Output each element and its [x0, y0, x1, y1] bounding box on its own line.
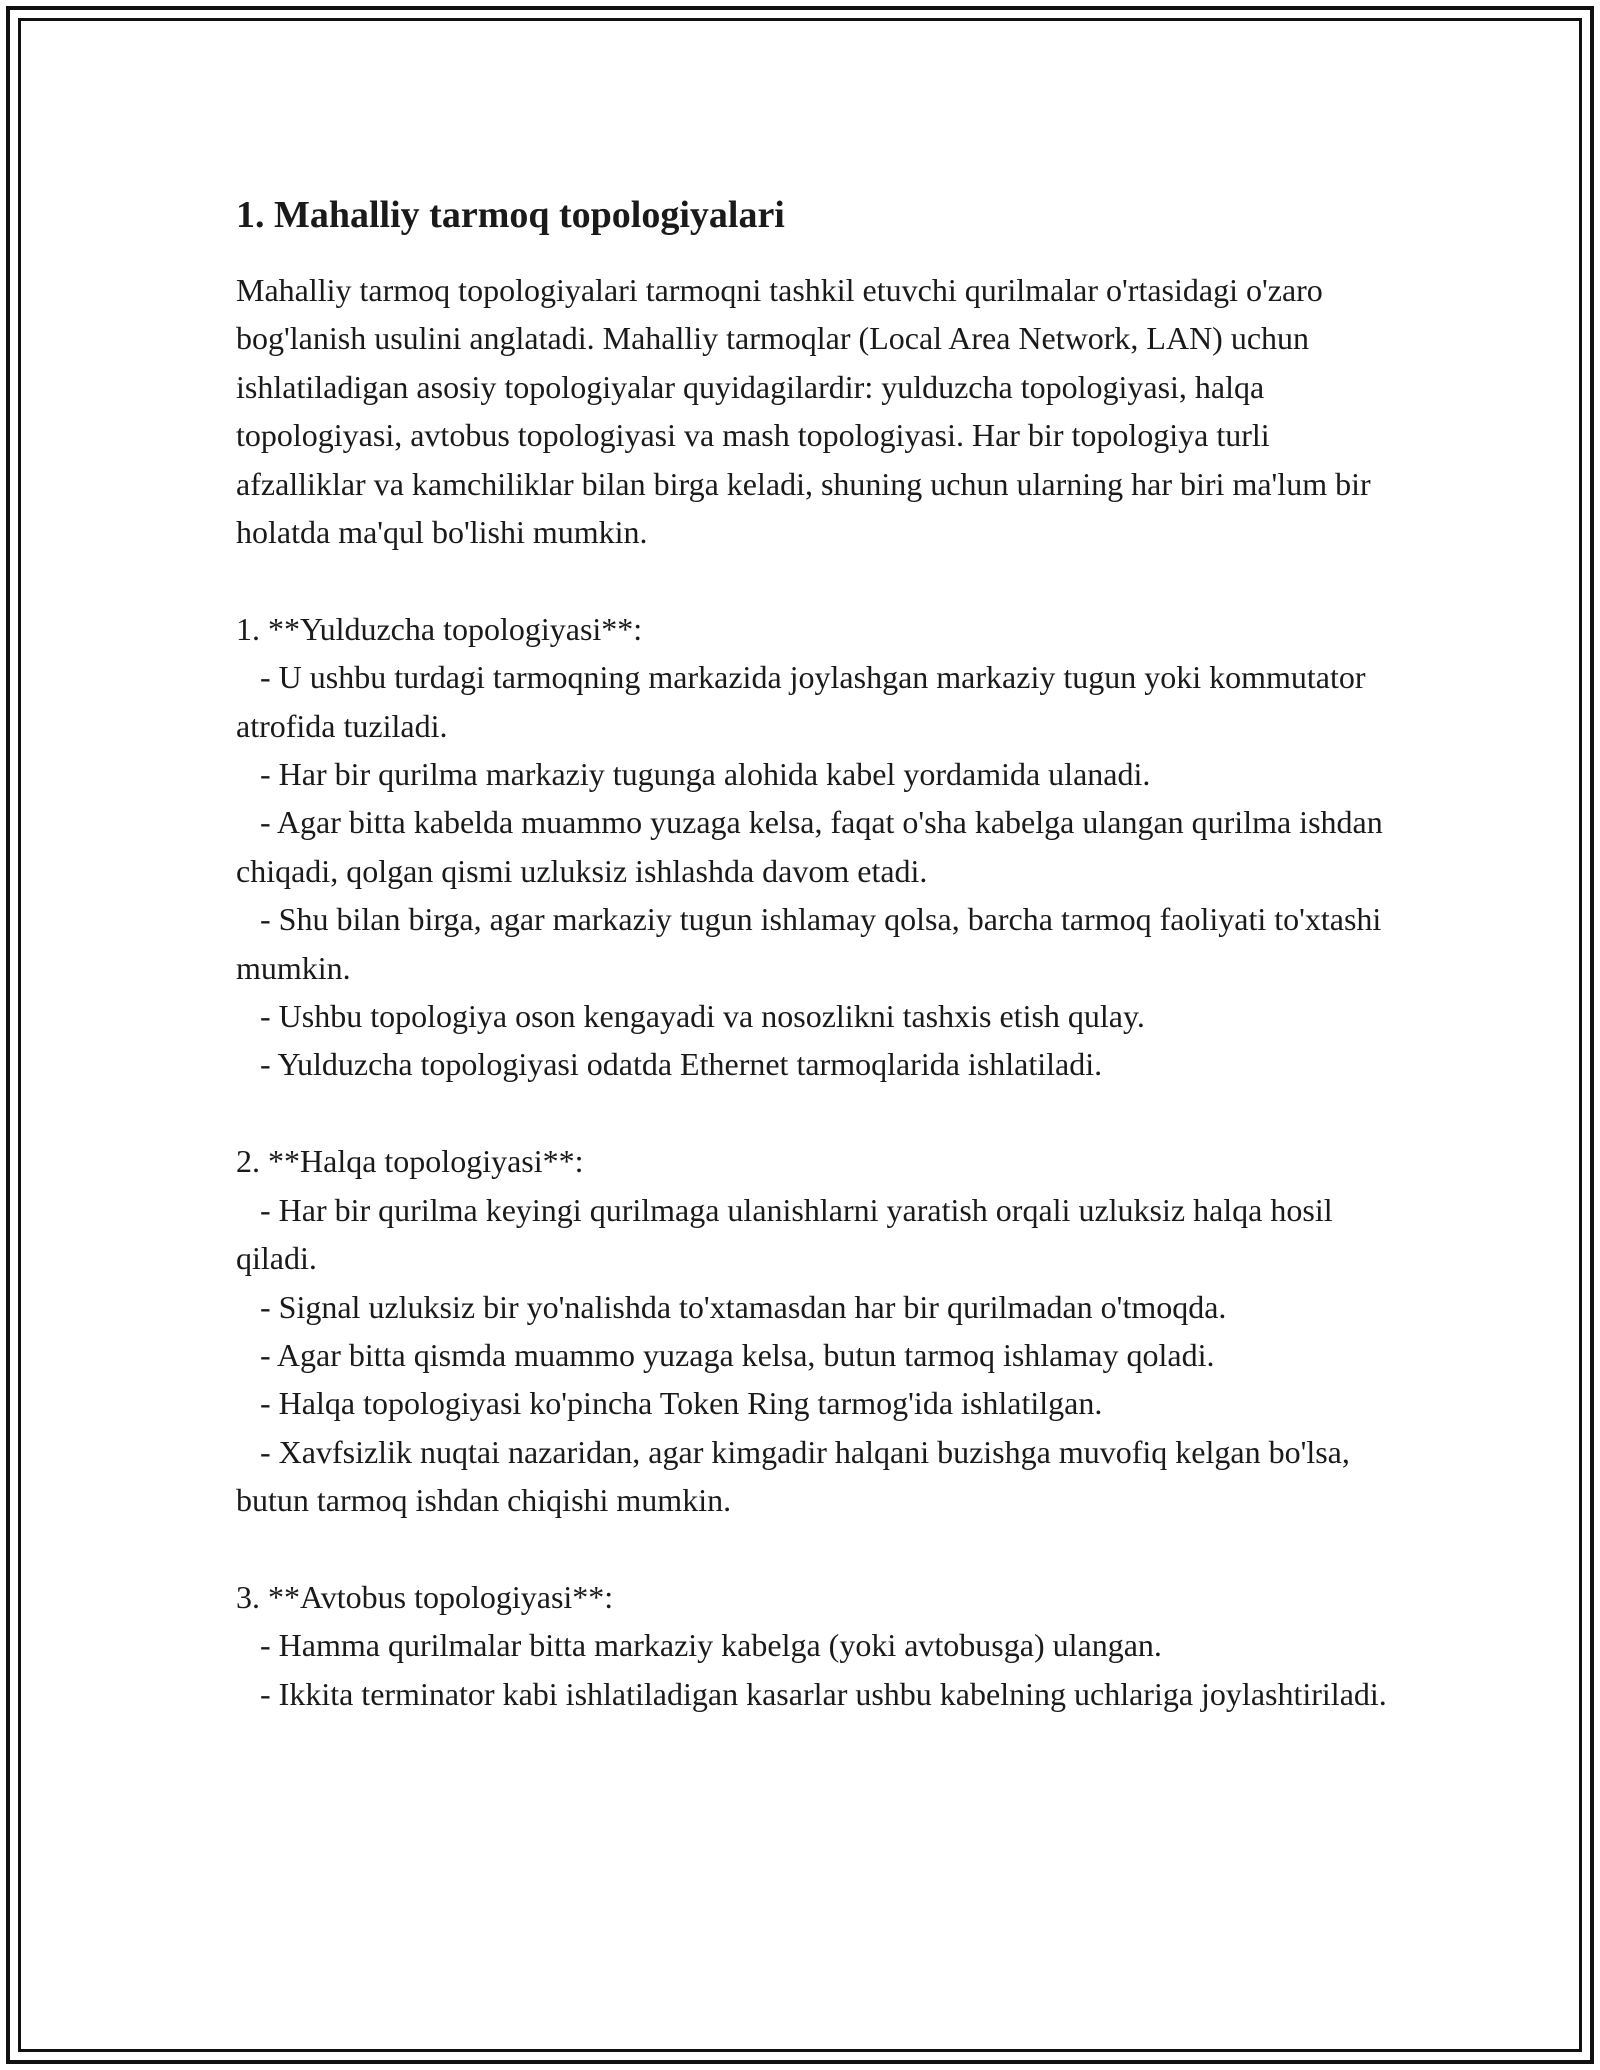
list-item-text: - Xavfsizlik nuqtai nazaridan, agar kimgadir halqani buzishga muvofiq kelgan bo'lsa, butun tarmoq ishdan chiqishi mumkin. — [236, 1433, 1350, 1519]
intro-paragraph: Mahalliy tarmoq topologiyalari tarmoqni tashkil etuvchi qurilmalar o'rtasidagi o'zaro bog'lanish usulini anglatadi. Mahalliy tarmoqlar (Local Area Network, LAN) uchun ishlatiladigan asosiy topologiyalar quyidagilardir: yulduzcha topologiyasi, halqa topologiyasi, avtobus topologiyasi va mash topologiyasi. Har bir topologiya turli afzalliklar va kamchiliklar bilan birga keladi, shuning uchun ularning har biri ma'lum bir holatda ma'qul bo'lishi mumkin. — [236, 272, 1371, 551]
bullet-list — [236, 653, 1396, 1089]
list-item — [236, 798, 1396, 895]
list-item — [236, 1428, 1396, 1525]
section-halqa — [236, 1137, 1396, 1524]
list-item — [236, 1379, 1396, 1427]
list-item-text: - Ikkita terminator kabi ishlatiladigan kasarlar ushbu kabelning uchlariga joylashtiriladi. — [260, 1675, 1387, 1712]
list-item-text: - Har bir qurilma keyingi qurilmaga ulanishlarni yaratish orqali uzluksiz halqa hosil qiladi. — [236, 1191, 1333, 1277]
list-item — [236, 1621, 1396, 1669]
list-item — [236, 1040, 1396, 1088]
bullet-list — [236, 1621, 1396, 1718]
bullet-list — [236, 1186, 1396, 1525]
list-item-text: - Signal uzluksiz bir yo'nalishda to'xtamasdan har bir qurilmadan o'tmoqda. — [260, 1288, 1227, 1325]
list-item — [236, 1331, 1396, 1379]
list-item-text: - Yulduzcha topologiyasi odatda Ethernet tarmoqlarida ishlatiladi. — [260, 1046, 1103, 1083]
document-title: 1. Mahalliy tarmoq topologiyalari — [236, 194, 785, 236]
list-item-text: - Halqa topologiyasi ko'pincha Token Ring tarmog'ida ishlatilgan. — [260, 1385, 1103, 1422]
section-heading: 2. **Halqa topologiyasi**: — [236, 1143, 584, 1180]
section-heading: 1. **Yulduzcha topologiyasi**: — [236, 610, 643, 647]
list-item-text: - Agar bitta kabelda muammo yuzaga kelsa, faqat o'sha kabelga ulangan qurilma ishdan chiqadi, qolgan qismi uzluksiz ishlashda davom etadi. — [236, 804, 1383, 889]
list-item-text: - Agar bitta qismda muammo yuzaga kelsa, butun tarmoq ishlamay qoladi. — [260, 1336, 1215, 1373]
list-item-text: - Hamma qurilmalar bitta markaziy kabelga (yoki avtobusga) ulangan. — [260, 1627, 1162, 1664]
list-item — [236, 1186, 1396, 1283]
list-item — [236, 653, 1396, 750]
list-item-text: - Har bir qurilma markaziy tugunga alohida kabel yordamida ulanadi. — [260, 756, 1151, 793]
section-avtobus — [236, 1573, 1396, 1718]
list-item — [236, 895, 1396, 992]
document-body — [236, 190, 1396, 1718]
list-item — [236, 992, 1396, 1040]
list-item-text: - U ushbu turdagi tarmoqning markazida joylashgan markaziy tugun yoki kommutator atrofida tuziladi. — [236, 659, 1366, 744]
section-yulduzcha — [236, 605, 1396, 1089]
section-heading: 3. **Avtobus topologiyasi**: — [236, 1578, 614, 1615]
list-item-text: - Ushbu topologiya oson kengayadi va nosozlikni tashxis etish qulay. — [260, 998, 1145, 1035]
list-item — [236, 750, 1396, 798]
list-item-text: - Shu bilan birga, agar markaziy tugun ishlamay qolsa, barcha tarmoq faoliyati to'xtashi mumkin. — [236, 901, 1382, 986]
list-item — [236, 1670, 1396, 1718]
list-item — [236, 1283, 1396, 1331]
